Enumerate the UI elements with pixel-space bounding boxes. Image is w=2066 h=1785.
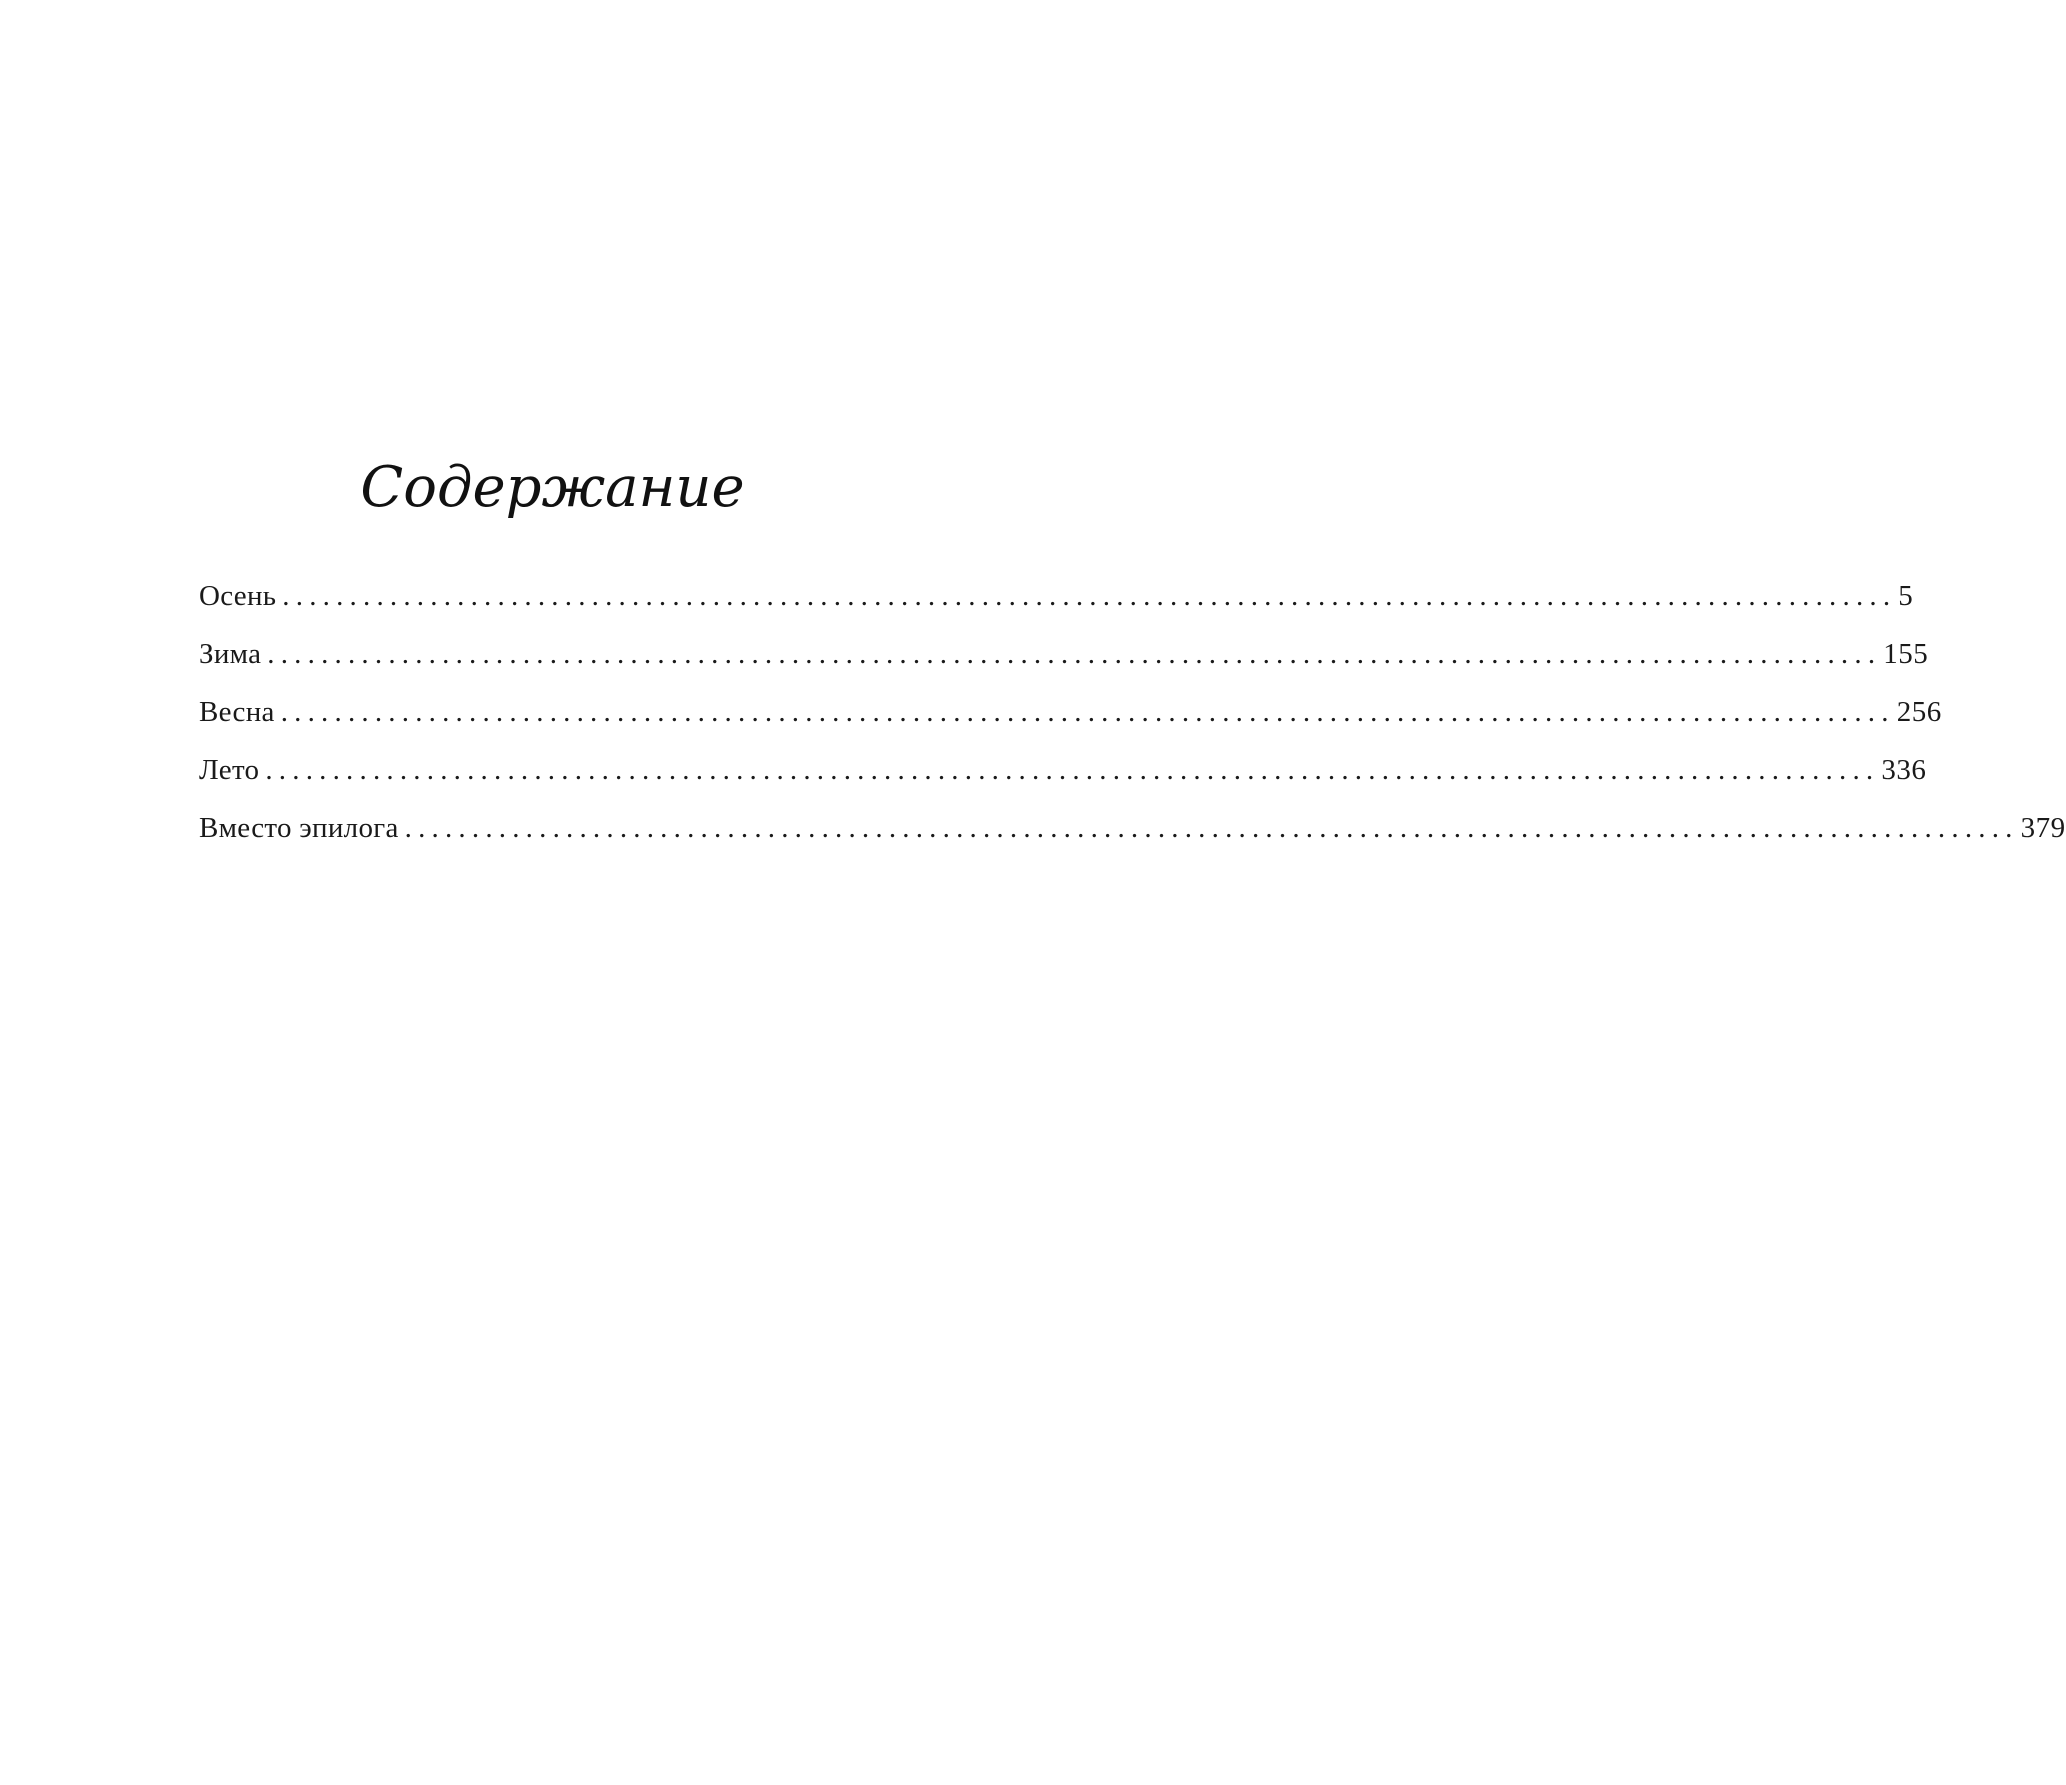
toc-entry-page: 5 <box>1898 580 1914 612</box>
toc-entry-label: Вместо эпилога <box>199 812 399 844</box>
dot-leader: ........................................................................................................................ <box>282 580 1897 612</box>
dot-leader: ........................................................................................................................ <box>280 696 1895 728</box>
toc-entry-page: 155 <box>1883 638 1929 670</box>
toc-heading: Содержание <box>360 454 745 520</box>
toc-entry-spring <box>199 683 1942 741</box>
dot-leader: ........................................................................................................................ <box>265 754 1880 786</box>
dot-leader: ........................................................................................................................ <box>404 812 2019 844</box>
toc-entry-autumn <box>199 567 1914 625</box>
toc-entry-label: Зима <box>199 638 262 670</box>
toc-entry-page: 256 <box>1896 696 1942 728</box>
toc-entry-label: Лето <box>199 754 260 786</box>
toc-entry-summer <box>199 741 1927 799</box>
toc-entry-label: Весна <box>199 696 275 728</box>
toc-entry-label: Осень <box>199 580 277 612</box>
toc-entry-winter <box>199 625 1929 683</box>
toc-entry-page: 336 <box>1881 754 1927 786</box>
toc-entry-page: 379 <box>2020 812 2066 844</box>
table-of-contents <box>199 567 2066 857</box>
toc-entry-epilogue <box>199 799 2066 857</box>
dot-leader: ........................................................................................................................ <box>267 638 1882 670</box>
